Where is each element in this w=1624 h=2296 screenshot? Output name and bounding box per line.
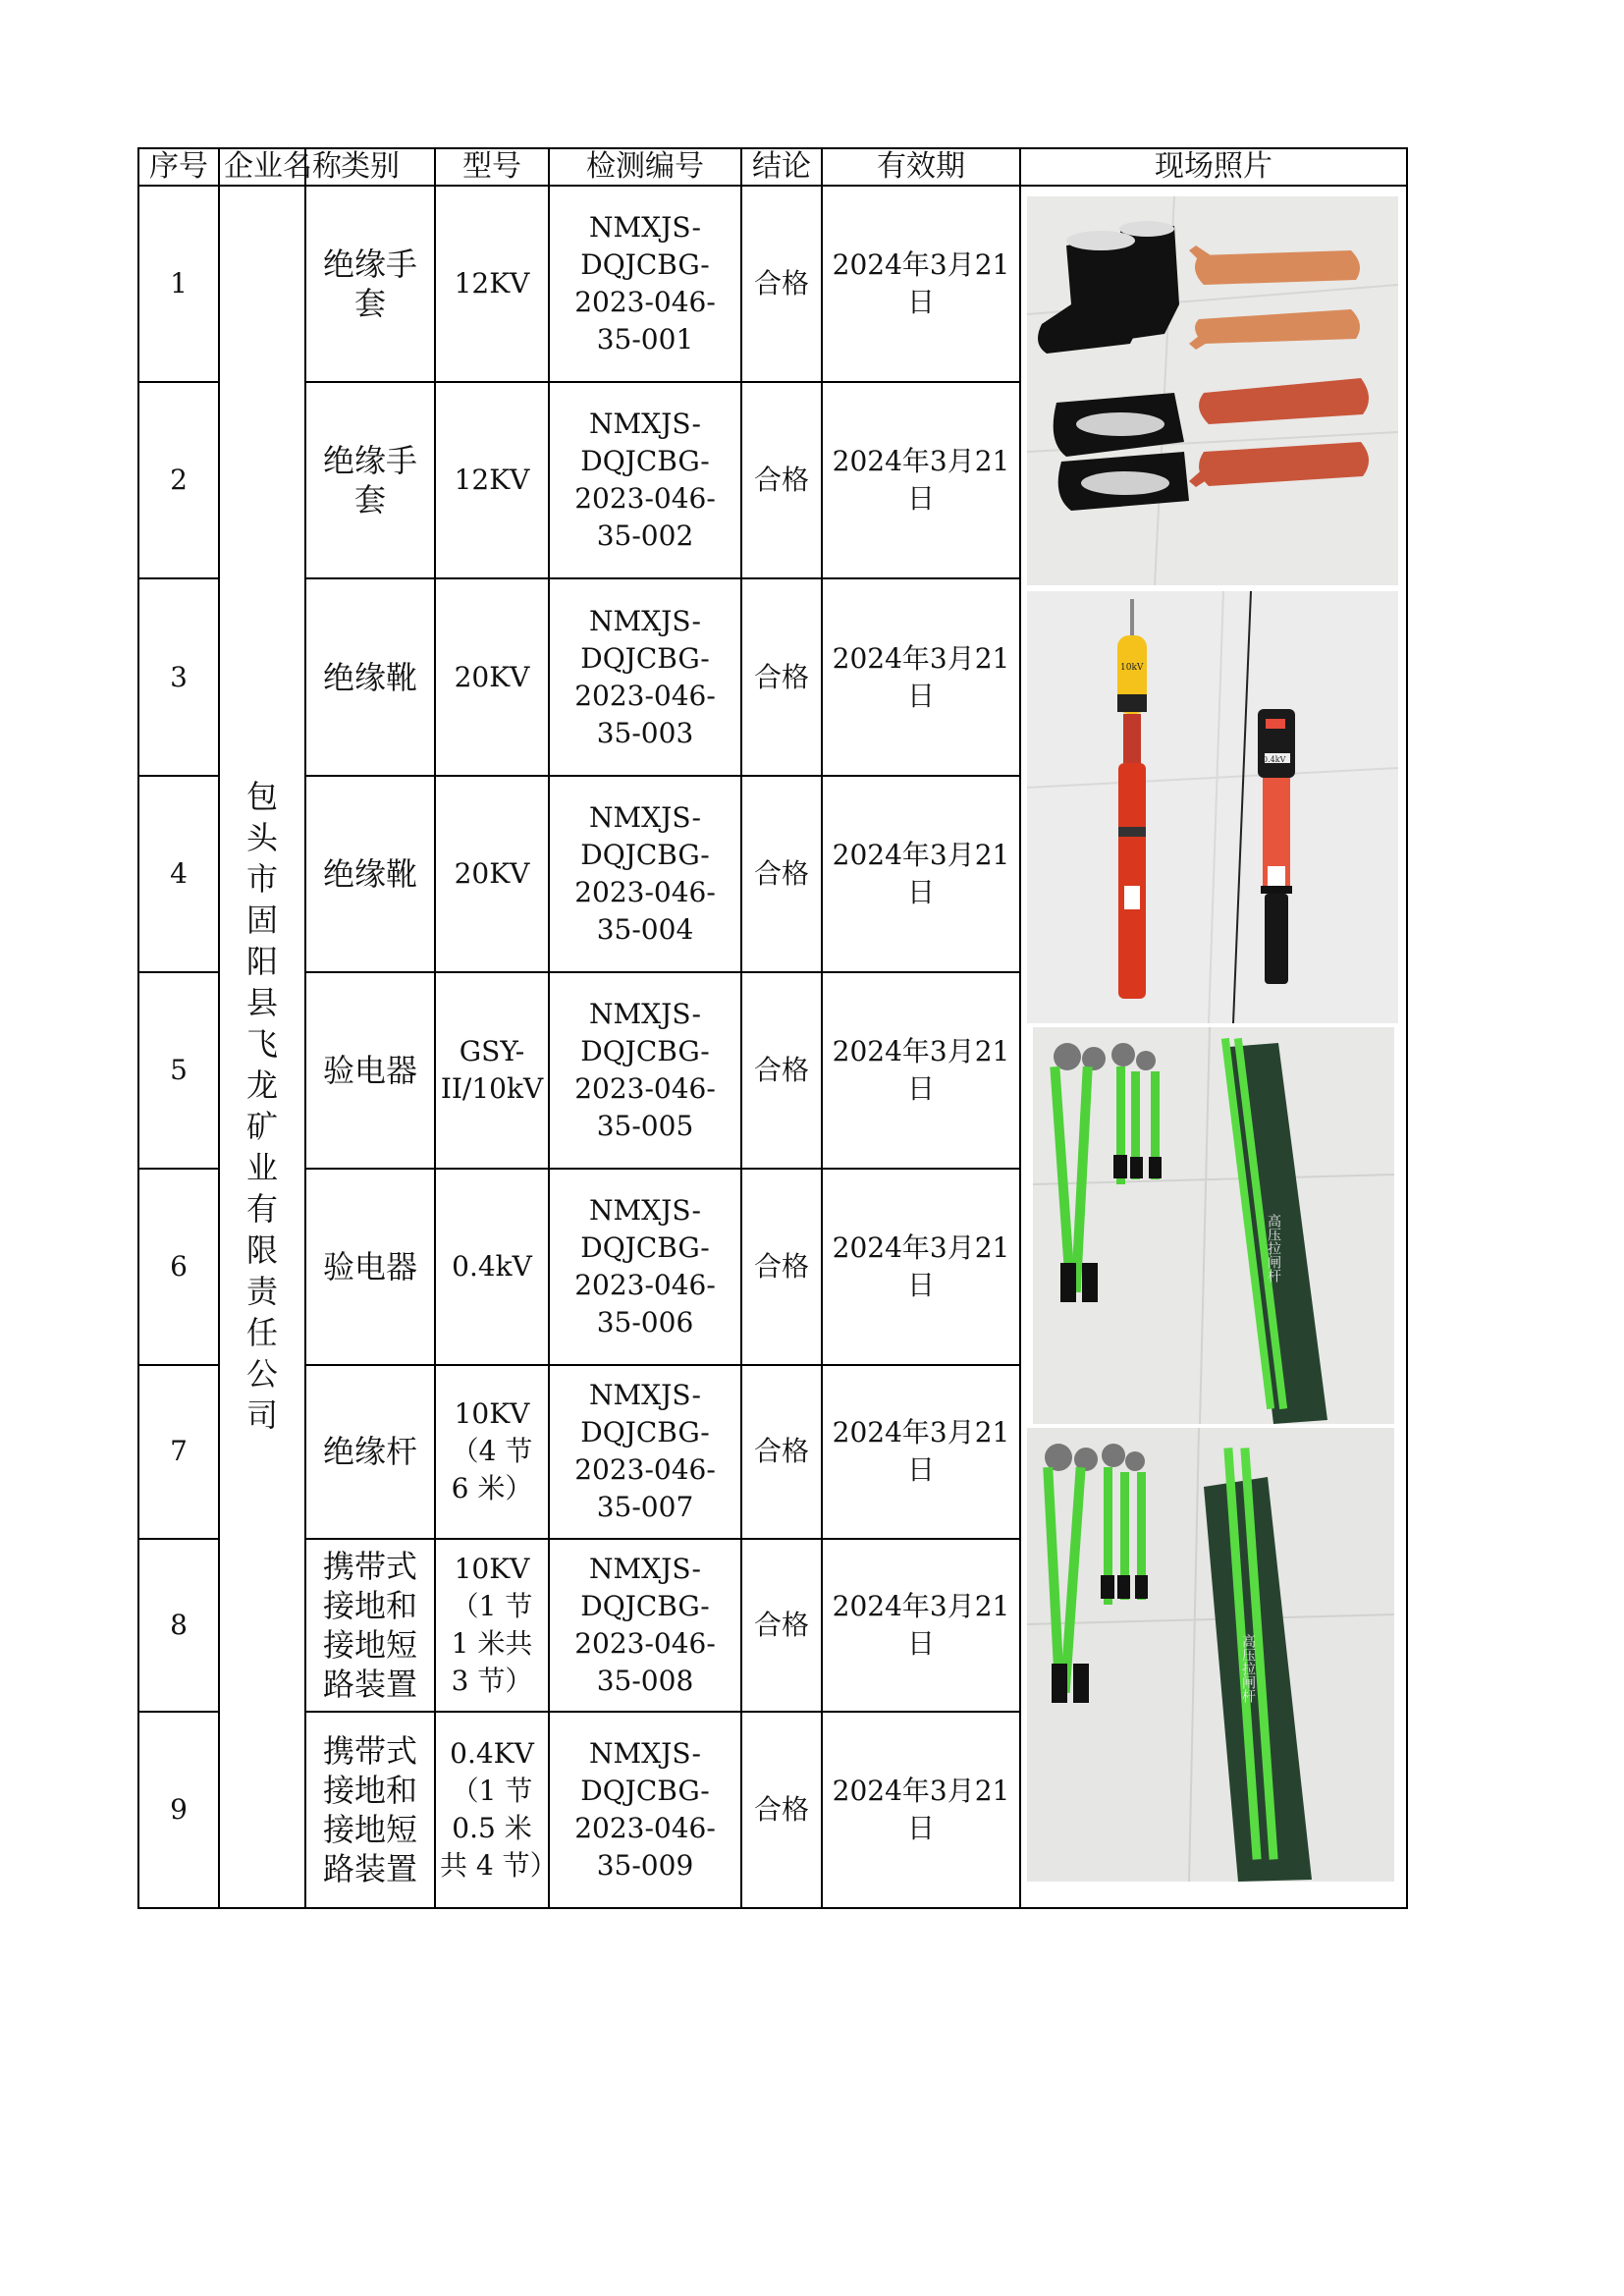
cell-model: 0.4KV（1 节 0.5 米共 4 节） [435,1712,549,1908]
cell-test-number: NMXJS-DQJCBG-2023-046-35-007 [549,1365,741,1538]
cell-category: 绝缘杆 [305,1365,435,1538]
detector-label-04kv: 0.4kV [1263,755,1286,764]
cell-model: 0.4kV [435,1169,549,1365]
cell-validity: 2024年3月21日 [822,186,1020,382]
cell-test-number: NMXJS-DQJCBG-2023-046-35-003 [549,578,741,775]
cell-conclusion: 合格 [741,186,822,382]
insulating-gloves-and-boots-photo [1027,196,1398,585]
cell-validity: 2024年3月21日 [822,1365,1020,1538]
detector-label-10kv: 10kV [1120,663,1144,673]
cell-validity: 2024年3月21日 [822,776,1020,972]
header-category: 类别 [305,148,435,186]
cell-conclusion: 合格 [741,578,822,775]
cell-serial: 9 [138,1712,219,1908]
cell-category: 携带式接地和接地短路装置 [305,1712,435,1908]
cell-validity: 2024年3月21日 [822,1539,1020,1712]
cell-serial: 4 [138,776,219,972]
cell-model: 20KV [435,776,549,972]
cell-conclusion: 合格 [741,382,822,578]
cell-model: GSY-II/10kV [435,972,549,1169]
cell-serial: 3 [138,578,219,775]
cell-validity: 2024年3月21日 [822,1712,1020,1908]
cell-serial: 1 [138,186,219,382]
cell-photos [1020,186,1407,1908]
cell-conclusion: 合格 [741,776,822,972]
header-company: 企业名称 [219,148,305,186]
cell-serial: 2 [138,382,219,578]
cell-model: 20KV [435,578,549,775]
cell-category: 绝缘靴 [305,578,435,775]
inspection-table-sheet [137,147,1406,1903]
header-conclusion: 结论 [741,148,822,186]
voltage-detectors-photo [1027,591,1398,1023]
cell-test-number: NMXJS-DQJCBG-2023-046-35-009 [549,1712,741,1908]
cell-category: 绝缘手套 [305,382,435,578]
header-photos: 现场照片 [1020,148,1407,186]
cell-conclusion: 合格 [741,1712,822,1908]
cell-serial: 6 [138,1169,219,1365]
header-validity: 有效期 [822,148,1020,186]
cell-test-number: NMXJS-DQJCBG-2023-046-35-001 [549,186,741,382]
cell-test-number: NMXJS-DQJCBG-2023-046-35-008 [549,1539,741,1712]
cell-category: 绝缘手套 [305,186,435,382]
cell-model: 12KV [435,382,549,578]
cell-conclusion: 合格 [741,972,822,1169]
cell-validity: 2024年3月21日 [822,578,1020,775]
cell-serial: 8 [138,1539,219,1712]
header-test-number: 检测编号 [549,148,741,186]
header-model: 型号 [435,148,549,186]
cell-test-number: NMXJS-DQJCBG-2023-046-35-006 [549,1169,741,1365]
cell-serial: 5 [138,972,219,1169]
rod-bag-text: 高压拉闸杆 [1266,1214,1281,1283]
header-serial: 序号 [138,148,219,186]
cell-model: 10KV（1 节 1 米共 3 节） [435,1539,549,1712]
cell-test-number: NMXJS-DQJCBG-2023-046-35-005 [549,972,741,1169]
grounding-rods-photo-1 [1033,1027,1394,1424]
cell-validity: 2024年3月21日 [822,1169,1020,1365]
cell-test-number: NMXJS-DQJCBG-2023-046-35-004 [549,776,741,972]
cell-model: 12KV [435,186,549,382]
cell-conclusion: 合格 [741,1365,822,1538]
cell-test-number: NMXJS-DQJCBG-2023-046-35-002 [549,382,741,578]
cell-company: 包头市固阳县飞龙矿业有限责任公司 [219,186,305,1908]
cell-conclusion: 合格 [741,1169,822,1365]
inspection-table [137,147,1408,1909]
rod-bag-text-2: 高压拉闸杆 [1240,1634,1256,1703]
cell-category: 验电器 [305,972,435,1169]
cell-model: 10KV（4 节 6 米） [435,1365,549,1538]
cell-conclusion: 合格 [741,1539,822,1712]
cell-category: 携带式接地和接地短路装置 [305,1539,435,1712]
table-row [138,186,1407,382]
grounding-rods-photo-2 [1027,1428,1394,1882]
table-header-row [138,148,1407,186]
cell-category: 绝缘靴 [305,776,435,972]
cell-serial: 7 [138,1365,219,1538]
cell-category: 验电器 [305,1169,435,1365]
cell-validity: 2024年3月21日 [822,972,1020,1169]
cell-validity: 2024年3月21日 [822,382,1020,578]
